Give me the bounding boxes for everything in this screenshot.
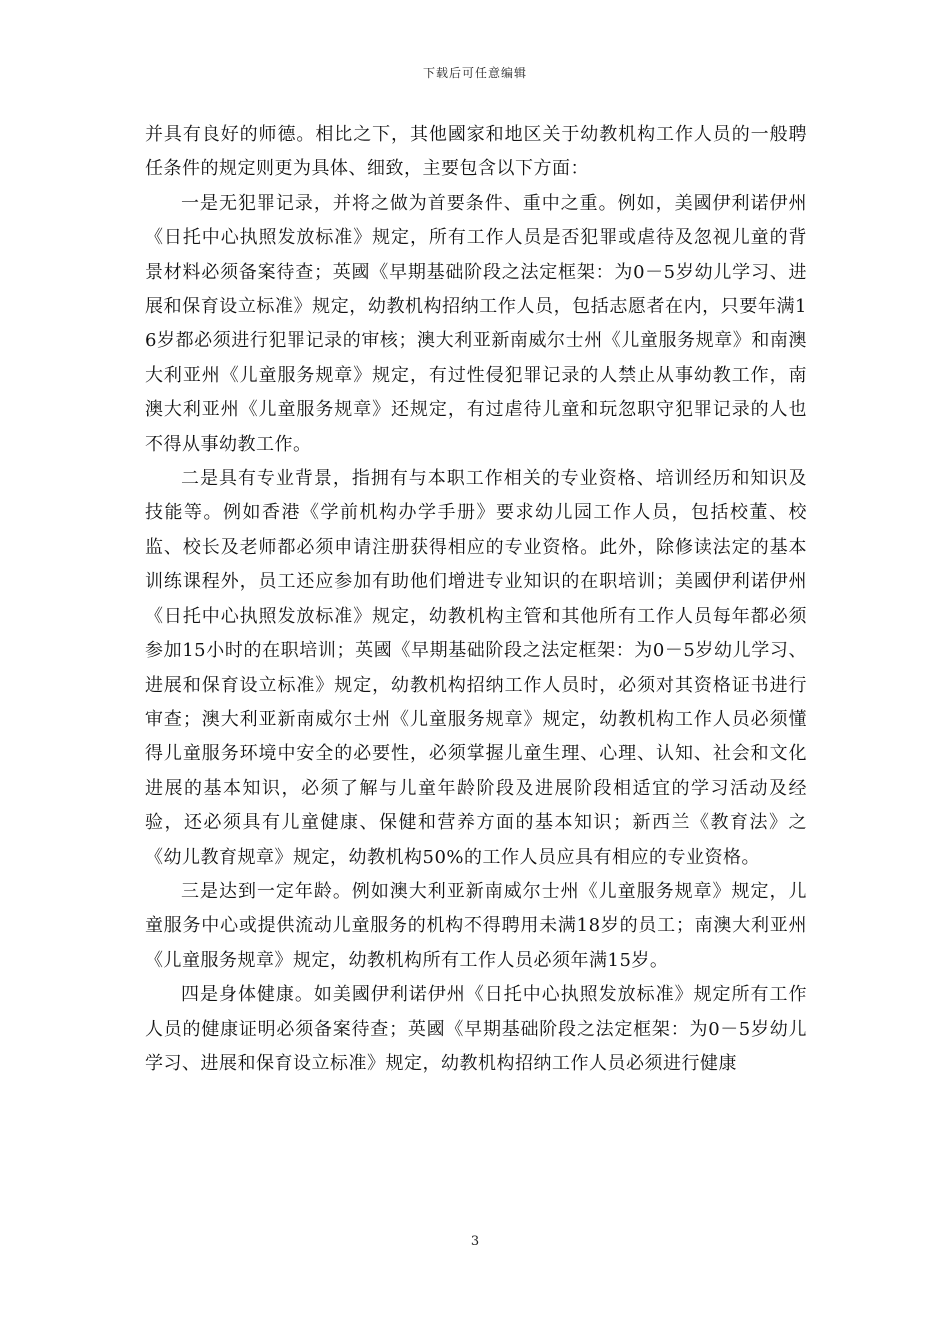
- paragraph-health-requirement: 四是身体健康。如美國伊利诺伊州《日托中心执照发放标准》规定所有工作人员的健康证明必须备案待查；英國《早期基础阶段之法定框架：为0－5岁幼儿学习、进展和保育设立标准》规定，幼教机构招纳工作人员必须进行健康: [145, 984, 807, 1074]
- page-header: 下载后可任意编辑: [422, 66, 527, 80]
- paragraph-age-requirement: 三是达到一定年龄。例如澳大利亚新南威尔士州《儿童服务规章》规定，儿童服务中心或提供流动儿童服务的机构不得聘用未满18岁的员工；南澳大利亚州《儿童服务规章》规定，幼教机构所有工作人员必须年满15岁。: [145, 880, 807, 971]
- page-number: 3: [470, 1234, 480, 1249]
- paragraph-no-criminal-record: 一是无犯罪记录，并将之做为首要条件、重中之重。例如，美國伊利诺伊州《日托中心执照发放标准》规定，所有工作人员是否犯罪或虐待及忽视儿童的背景材料必须备案待查；英國《早期基础阶段之法定框架：为0－5岁幼儿学习、进展和保育设立标准》规定，幼教机构招纳工作人员，包括志愿者在内，只要年满16岁都必须进行犯罪记录的审核；澳大利亚新南威尔士州《儿童服务规章》和南澳大利亚州《儿童服务规章》规定，有过性侵犯罪记录的人禁止从事幼教工作，南澳大利亚州《儿童服务规章》还规定，有过虐待儿童和玩忽职守犯罪记录的人也不得从事幼教工作。: [145, 192, 807, 455]
- paragraph-professional-background: 二是具有专业背景，指拥有与本职工作相关的专业资格、培训经历和知识及技能等。例如香港《学前机构办学手册》要求幼儿园工作人员，包括校董、校监、校长及老师都必须申请注册获得相应的专业资格。此外，除修读法定的基本训练课程外，员工还应参加有助他们增进专业知识的在职培训；美國伊利诺伊州《日托中心执照发放标准》规定，幼教机构主管和其他所有工作人员每年都必须参加15小时的在职培训；英國《早期基础阶段之法定框架：为0－5岁幼儿学习、进展和保育设立标准》规定，幼教机构招纳工作人员时，必须对其资格证书进行审查；澳大利亚新南威尔士州《儿童服务规章》规定，幼教机构工作人员必须懂得儿童服务环境中安全的必要性，必须掌握儿童生理、心理、认知、社会和文化进展的基本知识，必须了解与儿童年龄阶段及进展阶段相适宜的学习活动及经验，还必须具有儿童健康、保健和营养方面的基本知识；新西兰《教育法》之《幼儿教育规章》规定，幼教机构50%的工作人员应具有相应的专业资格。: [145, 468, 807, 868]
- document-body: [145, 118, 807, 1081]
- paragraph-intro-continuation: 并具有良好的师德。相比之下，其他國家和地区关于幼教机构工作人员的一般聘任条件的规定则更为具体、细致，主要包含以下方面：: [145, 124, 807, 180]
